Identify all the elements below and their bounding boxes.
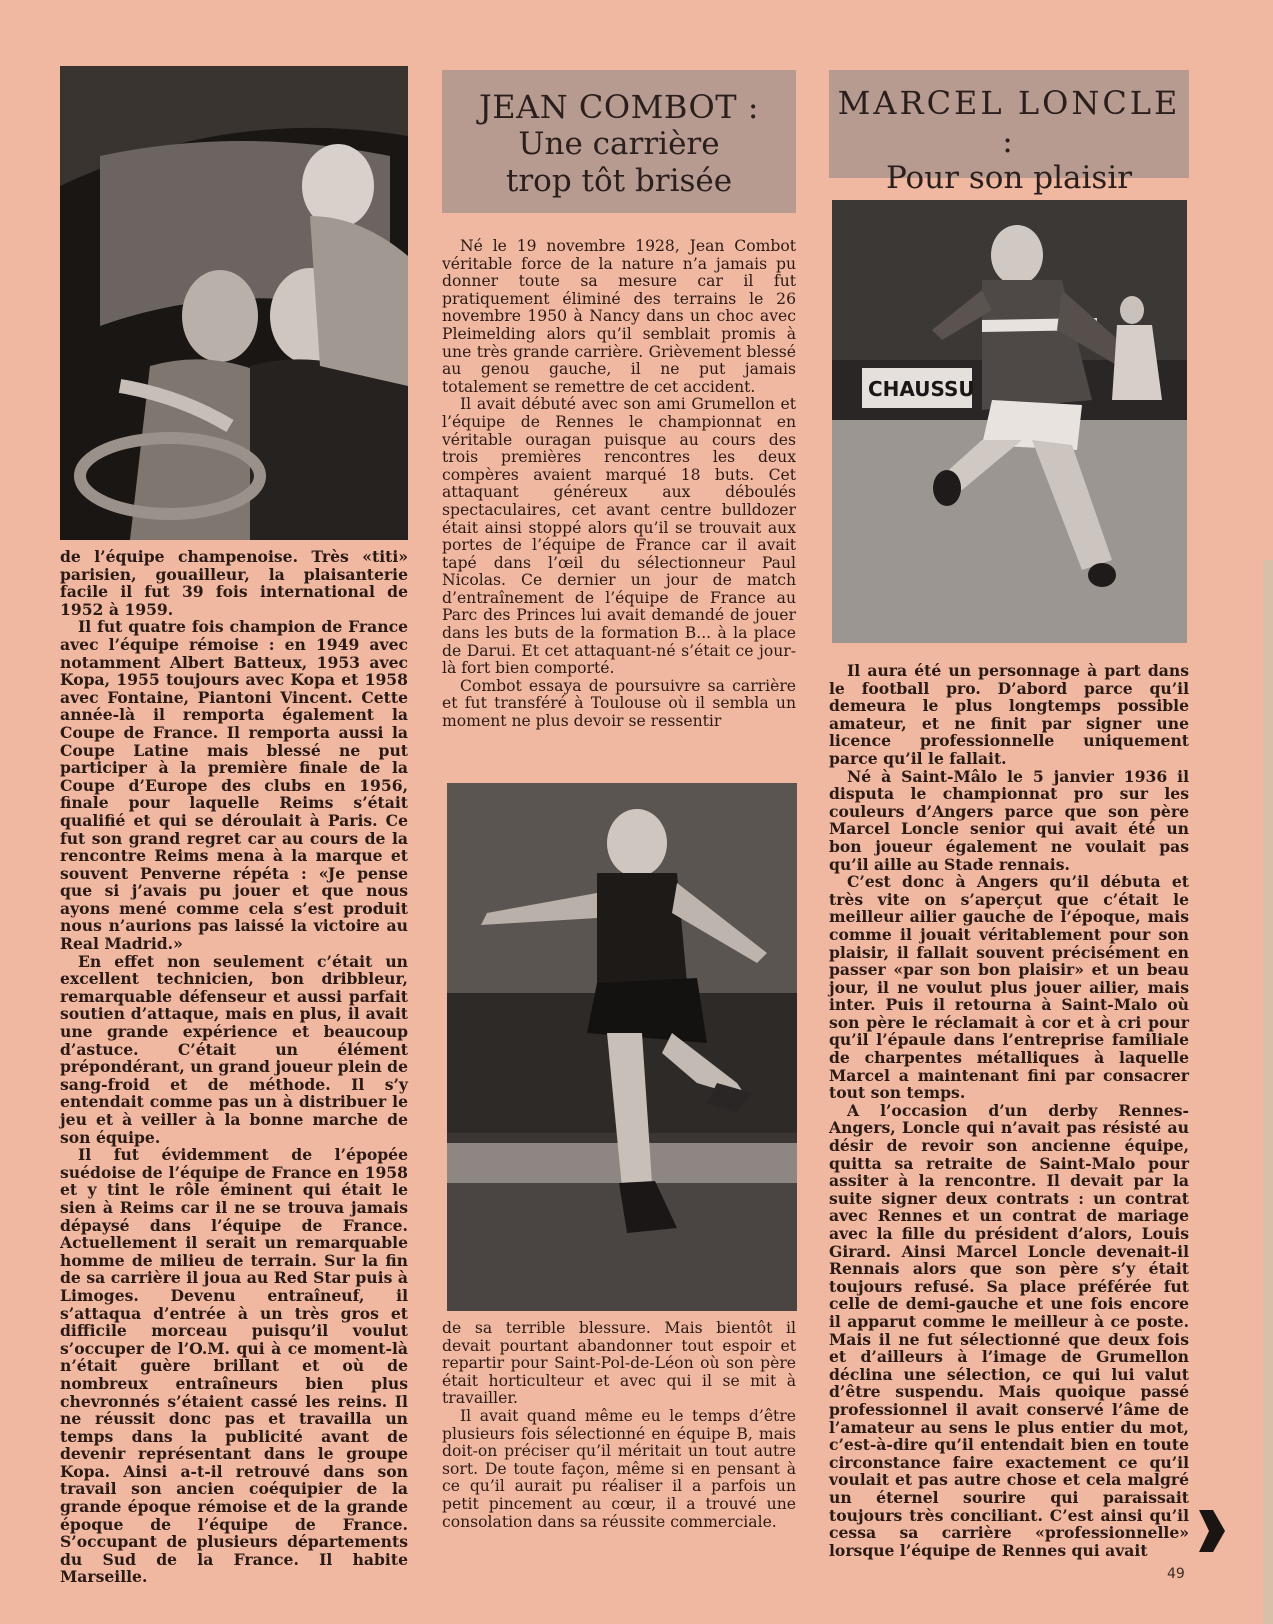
loncle-subtitle: Pour son plaisir <box>885 160 1133 196</box>
combot-paragraph-1: Né le 19 novembre 1928, Jean Combot véritable force de la nature n’a jamais pu donner toute sa mesure car il fut pratiquement éliminé des terrains le 26 novembre 1950 à Nancy dans un choc avec Pleimelding alors qu’il semblait promis à une très grande carrière. Grièvement blessé au genou gauche, il ne put jamais totalement se remettre de cet accident. <box>442 237 796 396</box>
loncle-text <box>829 662 1189 1559</box>
combot-title-box <box>442 70 796 213</box>
players-in-car-photo <box>60 66 408 540</box>
left-paragraph-1: de l’équipe champenoise. Très «titi» parisien, gouailleur, la plaisanterie facile il fut 39 fois international de 1952 à 1959. <box>60 547 408 619</box>
loncle-title-box <box>829 70 1189 196</box>
page-edge <box>1263 560 1273 1624</box>
combot-paragraph-2: Il avait débuté avec son ami Grumellon et l’équipe de Rennes le championnat en véritable ouragan puisque au cours des trois premières rencontres les deux compères avaient marqué 18 buts. Cet attaquant généreux aux déboulés spectaculaires, cet avant centre bulldozer était ainsi stoppé alors qu’il se trouvait aux portes de l’équipe de France car il avait tapé dans l’œil du sélectionneur Paul Nicolas. Ce dernier un jour de match d’entraînement de l’équipe de France au Parc des Princes lui avait demandé de jouer dans les buts de la formation B... à la place de Darui. Et cet attaquant-né s’était ce jour-là fort bien comporté. <box>442 395 796 678</box>
stadium-sign-text: CHAUSSU <box>868 377 975 401</box>
combot-paragraph-5: Il avait quand même eu le temps d’être plusieurs fois sélectionné en équipe B, mais doit-on préciser qu’il méritait un tout autre sort. De toute façon, même si en pensant à ce qu’il aurait pu réaliser il a parfois un petit pincement au cœur, il a trouvé une consolation dans sa réussite commerciale. <box>442 1406 796 1531</box>
loncle-paragraph-3: C’est donc à Angers qu’il débuta et très vite on s’aperçut que c’était le meilleur ailier gauche de l’époque, mais comme il jouait véritablement pour son plaisir, il fallait souvent précisément en passer «par son bon plaisir» et un beau jour, il ne voulut plus jouer ailier, mais inter. Puis il retourna à Saint-Malo où son père le réclamait à cor et à cri pour qu’il l’épaule dans l’entreprise familiale de charpentes métalliques à laquelle Marcel a maintenant fini par consacrer tout son temps. <box>829 872 1189 1103</box>
loncle-title: MARCEL LONCLE : <box>837 84 1181 160</box>
left-column-text <box>60 548 408 1586</box>
left-paragraph-4: Il fut évidemment de l’épopée suédoise de l’équipe de France en 1958 et y tint le rôle éminent qui était le sien à Reims car il ne se trouva jamais dépaysé dans l’équipe de France. Actuellement il serait un remarquable homme de milieu de terrain. Sur la fin de sa carrière il joua au Red Star puis à Limoges. Devenu entraîneuf, il s’attaqua d’entrée à un très gros et difficile morceau puisqu’il voulut s’occuper de l’O.M. qui à ce moment-là n’était guère brillant et où de nombreux entraîneurs bien plus chevronnés s’étaient cassé les reins. Il ne réussit donc pas et travailla un temps dans la publicité avant de devenir représentant dans le groupe Kopa. Ainsi a-t-il retrouvé dans son travail son ancien coéquipier de la grande époque rémoise et de la grande époque de l’équipe de France. S’occupant de plusieurs départements du Sud de la France. Il habite Marseille. <box>60 1145 408 1587</box>
combot-title: JEAN COMBOT : <box>478 88 760 126</box>
loncle-paragraph-4: A l’occasion d’un derby Rennes-Angers, Loncle qui n’avait pas résisté au désir de revoir son ancienne équipe, quitta sa retraite de Saint-Malo pour assiter à la rencontre. Il devait par la suite signer deux contrats : un contrat avec Rennes et un contrat de mariage avec la fille du président d’alors, Louis Girard. Ainsi Marcel Loncle devenait-il Rennais alors que son père s’y était toujours refusé. Sa place préférée fut celle de demi-gauche et une fois encore il apparut comme le meilleur à ce poste. Mais il ne fut sélectionné que deux fois et d’ailleurs à l’image de Grumellon déclina une sélection, ce qui lui valut d’être suspendu. Mais quoique passé professionnel il avait conservé l’âme de l’amateur au sens le plus entier du mot, c’est-à-dire qu’il entendait bien en toute circonstance faire exactement ce qu’il voulait et pas autre chose et cela malgré un éternel sourire qui paraissait toujours très conciliant. C’est ainsi qu’il cessa sa carrière «professionnelle» lorsque l’équipe de Rennes qui avait <box>829 1100 1189 1560</box>
loncle-paragraph-2: Né à Saint-Mâlo le 5 janvier 1936 il disputa le championnat pro sur les couleurs d’Angers parce que son père Marcel Loncle senior qui avait été un bon joueur également ne voulait pas qu’il aille au Stade rennais. <box>829 766 1189 874</box>
page-number: 49 <box>1167 1566 1185 1582</box>
combot-subtitle-line-2: trop tôt brisée <box>505 163 733 199</box>
combot-paragraph-3: Combot essaya de poursuivre sa carrière et fut transféré à Toulouse où il sembla un moment ne plus devoir se ressentir <box>442 676 796 731</box>
loncle-paragraph-1: Il aura été un personnage à part dans le football pro. D’abord parce qu’il demeura le plus longtemps possible amateur, et ne finit par signer une licence professionnelle uniquement parce qu’il le fallait. <box>829 661 1189 768</box>
combot-text-top <box>442 238 796 731</box>
left-paragraph-2: Il fut quatre fois champion de France avec l’équipe rémoise : en 1949 avec notamment Albert Batteux, 1953 avec Kopa, 1955 toujours avec Kopa et 1958 avec Fontaine, Piantoni Vincent. Cette année-là il remporta également la Coupe de France. Il remporta aussi la Coupe Latine mais blessé ne put participer à la première finale de la Coupe d’Europe des clubs en 1956, finale pour laquelle Reims s’était qualifié et qui se déroulait à Paris. Ce fut son grand regret car au cours de la rencontre Reims mena à la marque et souvent Penverne répéta : «Je pense que si j’avais pu jouer et que nous ayons mené comme cela s’est produit nous n’aurions pas laissé la victoire au Real Madrid.» <box>60 617 408 954</box>
left-paragraph-3: En effet non seulement c’était un excellent technicien, bon dribbleur, remarquable défenseur et aussi parfait soutien d’attaque, mais en plus, il avait une grande expérience et beaucoup d’astuce. C’était un élément prépondérant, un grand joueur plein de sang-froid et de méthode. Il s’y entendait comme pas un à distribuer le jeu et à veiller à la bonne marche de son équipe. <box>60 951 408 1147</box>
combot-text-bottom <box>442 1320 796 1531</box>
combot-paragraph-4: de sa terrible blessure. Mais bientôt il devait pourtant abandonner tout espoir et repartir pour Saint-Pol-de-Léon où son père était horticulteur et avec qui il se mit à travailler. <box>442 1319 796 1408</box>
marcel-loncle-kicking-photo <box>832 200 1187 643</box>
continue-arrow-icon <box>1199 1510 1225 1552</box>
jean-combot-kicking-photo <box>447 783 797 1311</box>
combot-subtitle-line-1: Une carrière <box>518 126 720 162</box>
